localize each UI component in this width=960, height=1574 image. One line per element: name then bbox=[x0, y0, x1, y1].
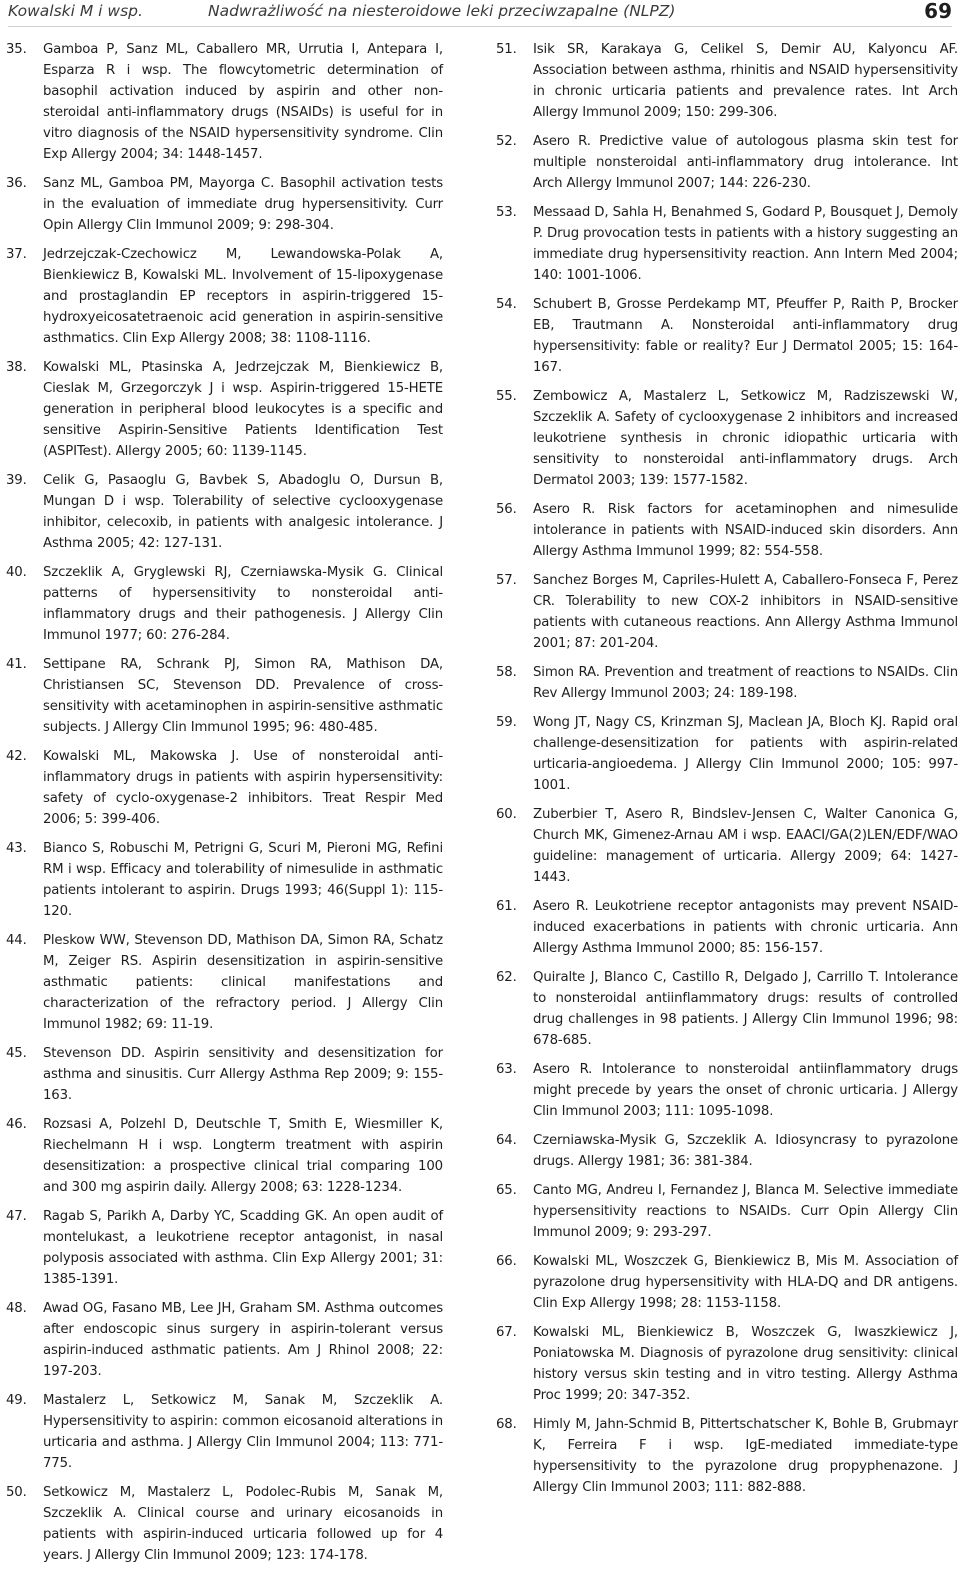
reference-number: 37. bbox=[6, 247, 27, 262]
reference-text: Sanz ML, Gamboa PM, Mayorga C. Basophil activation tests in the evaluation of immediate drug hypersensitivity. Curr Opin Allergy Clin Immunol 2009; 9: 298-304. bbox=[43, 176, 443, 233]
reference-item bbox=[6, 930, 443, 1035]
reference-item bbox=[6, 173, 443, 236]
reference-item bbox=[6, 654, 443, 738]
reference-number: 52. bbox=[496, 134, 517, 149]
running-header bbox=[8, 0, 952, 27]
header-title: Nadwrażliwość na niesteroidowe leki przeciwzapalne (NLPZ) bbox=[208, 2, 676, 20]
reference-item bbox=[6, 1114, 443, 1198]
reference-number: 41. bbox=[6, 657, 27, 672]
reference-number: 68. bbox=[496, 1417, 517, 1432]
reference-number: 59. bbox=[496, 715, 517, 730]
reference-item bbox=[496, 1180, 958, 1243]
reference-text: Isik SR, Karakaya G, Celikel S, Demir AU, Kalyoncu AF. Association between asthma, rhinitis and NSAID hypersensitivity in chronic urticaria patients and prevalence rates. Int Arch Allergy Immunol 2009; 150: 299-306. bbox=[533, 42, 958, 120]
reference-number: 44. bbox=[6, 933, 27, 948]
reference-number: 43. bbox=[6, 841, 27, 856]
reference-text: Rozsasi A, Polzehl D, Deutschle T, Smith E, Wiesmiller K, Riechelmann H i wsp. Longterm treatment with aspirin desensitization: a prospective clinical trial comparing 100 and 300 mg aspirin daily. Allergy 2008; 63: 1228-1234. bbox=[43, 1117, 443, 1195]
reference-item bbox=[496, 967, 958, 1051]
reference-text: Celik G, Pasaoglu G, Bavbek S, Abadoglu O, Dursun B, Mungan D i wsp. Tolerability of selective cyclooxygenase inhibitor, celecoxib, in patients with analgesic intolerance. J Asthma 2005; 42: 127-131. bbox=[43, 473, 443, 551]
reference-item bbox=[6, 244, 443, 349]
reference-number: 39. bbox=[6, 473, 27, 488]
reference-item bbox=[496, 1251, 958, 1314]
reference-number: 58. bbox=[496, 665, 517, 680]
reference-number: 66. bbox=[496, 1254, 517, 1269]
reference-number: 50. bbox=[6, 1485, 27, 1500]
reference-number: 53. bbox=[496, 205, 517, 220]
reference-text: Awad OG, Fasano MB, Lee JH, Graham SM. Asthma outcomes after endoscopic sinus surgery in aspirin-tolerant versus aspirin-induced asthmatic patients. Am J Rhinol 2008; 22: 197-203. bbox=[43, 1301, 443, 1379]
reference-item bbox=[496, 804, 958, 888]
reference-number: 46. bbox=[6, 1117, 27, 1132]
reference-text: Sanchez Borges M, Capriles-Hulett A, Caballero-Fonseca F, Perez CR. Tolerability to new COX-2 inhibitors in NSAID-sensitive patients with cutaneous reactions. Ann Allergy Asthma Immunol 2001; 87: 201-204. bbox=[533, 573, 958, 651]
reference-item bbox=[6, 1043, 443, 1106]
references-right-column bbox=[496, 39, 958, 1506]
reference-text: Kowalski ML, Bienkiewicz B, Woszczek G, Iwaszkiewicz J, Poniatowska M. Diagnosis of pyrazolone drug sensitivity: clinical history versus skin testing and in vitro testing. Allergy Asthma Proc 1999; 20: 347-352. bbox=[533, 1325, 958, 1403]
reference-item bbox=[6, 1298, 443, 1382]
reference-item bbox=[496, 1059, 958, 1122]
reference-item bbox=[6, 838, 443, 922]
reference-number: 40. bbox=[6, 565, 27, 580]
reference-number: 64. bbox=[496, 1133, 517, 1148]
reference-number: 54. bbox=[496, 297, 517, 312]
reference-item bbox=[496, 499, 958, 562]
reference-text: Settipane RA, Schrank PJ, Simon RA, Mathison DA, Christiansen SC, Stevenson DD. Prevalence of cross-sensitivity with acetaminophen in aspirin-sensitive asthmatic subjects. J Allergy Clin Immunol 1995; 96: 480-485. bbox=[43, 657, 443, 735]
reference-item bbox=[6, 1206, 443, 1290]
reference-number: 61. bbox=[496, 899, 517, 914]
reference-item bbox=[496, 570, 958, 654]
reference-number: 67. bbox=[496, 1325, 517, 1340]
reference-item bbox=[496, 202, 958, 286]
reference-number: 63. bbox=[496, 1062, 517, 1077]
reference-number: 62. bbox=[496, 970, 517, 985]
reference-number: 35. bbox=[6, 42, 27, 57]
reference-number: 45. bbox=[6, 1046, 27, 1061]
reference-item bbox=[6, 39, 443, 165]
reference-text: Kowalski ML, Makowska J. Use of nonsteroidal anti-inflammatory drugs in patients with aspirin hypersensitivity: safety of cyclo-oxygenase-2 inhibitors. Treat Respir Med 2006; 5: 399-406. bbox=[43, 749, 443, 827]
reference-text: Mastalerz L, Setkowicz M, Sanak M, Szczeklik A. Hypersensitivity to aspirin: common eicosanoid alterations in urticaria and asthma. J Allergy Clin Immunol 2004; 113: 771-775. bbox=[43, 1393, 443, 1471]
reference-number: 36. bbox=[6, 176, 27, 191]
reference-number: 57. bbox=[496, 573, 517, 588]
reference-text: Stevenson DD. Aspirin sensitivity and desensitization for asthma and sinusitis. Curr Allergy Asthma Rep 2009; 9: 155-163. bbox=[43, 1046, 443, 1103]
reference-item bbox=[496, 294, 958, 378]
reference-item bbox=[496, 1322, 958, 1406]
reference-text: Asero R. Leukotriene receptor antagonists may prevent NSAID-induced exacerbations in patients with chronic urticaria. Ann Allergy Asthma Immunol 2000; 85: 156-157. bbox=[533, 899, 958, 956]
reference-text: Kowalski ML, Woszczek G, Bienkiewicz B, Mis M. Association of pyrazolone drug hypersensitivity with HLA-DQ and DR antigens. Clin Exp Allergy 1998; 28: 1153-1158. bbox=[533, 1254, 958, 1311]
reference-item bbox=[496, 39, 958, 123]
reference-number: 55. bbox=[496, 389, 517, 404]
references-left-column bbox=[6, 39, 443, 1574]
reference-text: Gamboa P, Sanz ML, Caballero MR, Urrutia I, Antepara I, Esparza R i wsp. The flowcytometric determination of basophil activation induced by aspirin and other non-steroidal anti-inflammatory drugs (NSAIDs) is useful for in vitro diagnosis of the NSAID hypersensitivity syndrome. Clin Exp Allergy 2004; 34: 1448-1457. bbox=[43, 42, 443, 162]
reference-text: Bianco S, Robuschi M, Petrigni G, Scuri M, Pieroni MG, Refini RM i wsp. Efficacy and tolerability of nimesulide in asthmatic patients intolerant to aspirin. Drugs 1993; 46(Suppl 1): 115-120. bbox=[43, 841, 443, 919]
reference-text: Wong JT, Nagy CS, Krinzman SJ, Maclean JA, Bloch KJ. Rapid oral challenge-desensitization for patients with aspirin-related urticaria-angioedema. J Allergy Clin Immunol 2000; 105: 997-1001. bbox=[533, 715, 958, 793]
reference-text: Szczeklik A, Gryglewski RJ, Czerniawska-Mysik G. Clinical patterns of hypersensitivity to nonsteroidal anti-inflammatory drugs and their pathogenesis. J Allergy Clin Immunol 1977; 60: 276-284. bbox=[43, 565, 443, 643]
reference-text: Setkowicz M, Mastalerz L, Podolec-Rubis M, Sanak M, Szczeklik A. Clinical course and urinary eicosanoids in patients with aspirin-induced urticaria followed up for 4 years. J Allergy Clin Immunol 2009; 123: 174-178. bbox=[43, 1485, 443, 1563]
reference-number: 51. bbox=[496, 42, 517, 57]
header-authors: Kowalski M i wsp. bbox=[8, 2, 143, 20]
reference-text: Pleskow WW, Stevenson DD, Mathison DA, Simon RA, Schatz M, Zeiger RS. Aspirin desensitization in aspirin-sensitive asthmatic patients: clinical manifestations and characterization of the refractory period. J Allergy Clin Immunol 1982; 69: 11-19. bbox=[43, 933, 443, 1032]
reference-item bbox=[496, 662, 958, 704]
reference-text: Asero R. Intolerance to nonsteroidal antiinflammatory drugs might precede by years the onset of chronic urticaria. J Allergy Clin Immunol 2003; 111: 1095-1098. bbox=[533, 1062, 958, 1119]
reference-text: Asero R. Predictive value of autologous plasma skin test for multiple nonsteroidal anti-inflammatory drug intolerance. Int Arch Allergy Immunol 2007; 144: 226-230. bbox=[533, 134, 958, 191]
reference-item bbox=[6, 1482, 443, 1566]
reference-text: Quiralte J, Blanco C, Castillo R, Delgado J, Carrillo T. Intolerance to nonsteroidal antiinflammatory drugs: results of controlled drug challenges in 98 patients. J Allergy Clin Immunol 1996; 98: 678-685. bbox=[533, 970, 958, 1048]
reference-number: 49. bbox=[6, 1393, 27, 1408]
reference-number: 60. bbox=[496, 807, 517, 822]
reference-text: Jedrzejczak-Czechowicz M, Lewandowska-Polak A, Bienkiewicz B, Kowalski ML. Involvement of 15-lipoxygenase and prostaglandin EP receptors in aspirin-triggered 15-hydroxyeicosatetraenoic acid generation in aspirin-sensitive asthmatics. Clin Exp Allergy 2008; 38: 1108-1116. bbox=[43, 247, 443, 346]
reference-text: Zembowicz A, Mastalerz L, Setkowicz M, Radziszewski W, Szczeklik A. Safety of cyclooxygenase 2 inhibitors and increased leukotriene synthesis in chronic idiopathic urticaria with sensitivity to nonsteroidal anti-inflammatory drugs. Arch Dermatol 2003; 139: 1577-1582. bbox=[533, 389, 958, 488]
reference-text: Schubert B, Grosse Perdekamp MT, Pfeuffer P, Raith P, Brocker EB, Trautmann A. Nonsteroidal anti-inflammatory drug hypersensitivity: fable or reality? Eur J Dermatol 2005; 15: 164-167. bbox=[533, 297, 958, 375]
reference-number: 65. bbox=[496, 1183, 517, 1198]
reference-text: Czerniawska-Mysik G, Szczeklik A. Idiosyncrasy to pyrazolone drugs. Allergy 1981; 36: 381-384. bbox=[533, 1133, 958, 1169]
page-number: 69 bbox=[924, 0, 952, 23]
reference-item bbox=[496, 1130, 958, 1172]
reference-item bbox=[6, 746, 443, 830]
reference-text: Messaad D, Sahla H, Benahmed S, Godard P, Bousquet J, Demoly P. Drug provocation tests in patients with a history suggesting an immediate drug hypersensitivity reaction. Ann Intern Med 2004; 140: 1001-1006. bbox=[533, 205, 958, 283]
reference-item bbox=[496, 712, 958, 796]
reference-number: 56. bbox=[496, 502, 517, 517]
reference-item bbox=[6, 357, 443, 462]
reference-text: Zuberbier T, Asero R, Bindslev-Jensen C, Walter Canonica G, Church MK, Gimenez-Arnau AM i wsp. EAACI/GA(2)LEN/EDF/WAO guideline: management of urticaria. Allergy 2009; 64: 1427-1443. bbox=[533, 807, 958, 885]
reference-item bbox=[496, 896, 958, 959]
reference-number: 48. bbox=[6, 1301, 27, 1316]
reference-item bbox=[6, 470, 443, 554]
reference-number: 42. bbox=[6, 749, 27, 764]
reference-item bbox=[6, 1390, 443, 1474]
reference-item bbox=[496, 386, 958, 491]
reference-text: Canto MG, Andreu I, Fernandez J, Blanca M. Selective immediate hypersensitivity reactions to NSAIDs. Curr Opin Allergy Clin Immunol 2009; 9: 293-297. bbox=[533, 1183, 958, 1240]
reference-text: Ragab S, Parikh A, Darby YC, Scadding GK. An open audit of montelukast, a leukotriene receptor antagonist, in nasal polyposis associated with asthma. Clin Exp Allergy 2001; 31: 1385-1391. bbox=[43, 1209, 443, 1287]
reference-item bbox=[6, 562, 443, 646]
reference-text: Simon RA. Prevention and treatment of reactions to NSAIDs. Clin Rev Allergy Immunol 2003; 24: 189-198. bbox=[533, 665, 958, 701]
reference-text: Kowalski ML, Ptasinska A, Jedrzejczak M, Bienkiewicz B, Cieslak M, Grzegorczyk J i wsp. Aspirin-triggered 15-HETE generation in peripheral blood leukocytes is a specific and sensitive Aspirin-Sensitive Patients Identification Test (ASPITest). Allergy 2005; 60: 1139-1145. bbox=[43, 360, 443, 459]
reference-item bbox=[496, 131, 958, 194]
reference-text: Asero R. Risk factors for acetaminophen and nimesulide intolerance in patients with NSAID-induced skin disorders. Ann Allergy Asthma Immunol 1999; 82: 554-558. bbox=[533, 502, 958, 559]
reference-text: Himly M, Jahn-Schmid B, Pittertschatscher K, Bohle B, Grubmayr K, Ferreira F i wsp. IgE-mediated immediate-type hypersensitivity to the pyrazolone drug propyphenazone. J Allergy Clin Immunol 2003; 111: 882-888. bbox=[533, 1417, 958, 1495]
reference-number: 38. bbox=[6, 360, 27, 375]
reference-item bbox=[496, 1414, 958, 1498]
reference-number: 47. bbox=[6, 1209, 27, 1224]
